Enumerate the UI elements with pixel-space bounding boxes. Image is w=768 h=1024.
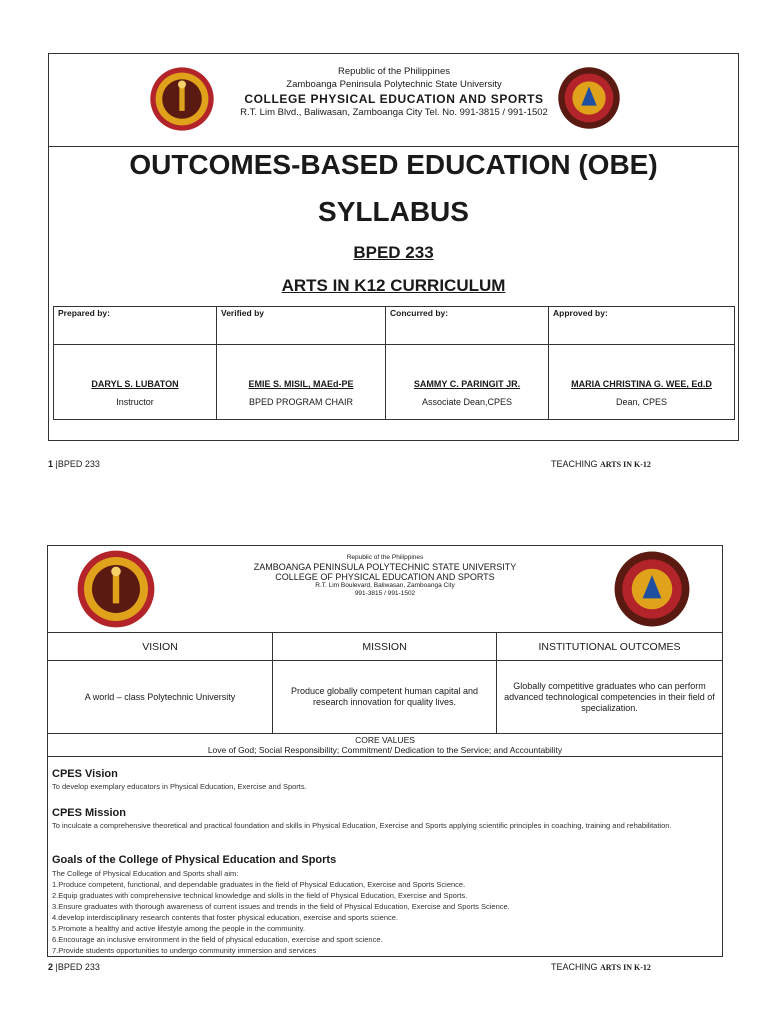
signatory-cell [386, 345, 549, 420]
list-item: 7.Provide students opportunities to undergo community immersion and services [52, 946, 317, 955]
footer-course-code: |BPED 233 [55, 962, 100, 972]
cpes-mission-section [52, 807, 716, 831]
republic-line: Republic of the Philippines [338, 66, 450, 77]
cover-letterhead [49, 54, 738, 147]
college-seal-icon [557, 66, 621, 130]
address-line: R.T. Lim Boulevard, Baliwasan, Zamboanga City [315, 582, 455, 589]
footer-teaching: TEACHING [551, 962, 601, 972]
vision-mission-page [47, 545, 723, 957]
footer-subject: ARTS IN K-12 [600, 963, 651, 972]
goals-intro: The College of Physical Education and Sports shall aim: [52, 869, 239, 878]
list-item: 6.Encourage an inclusive environment in the field of physical education, exercise and sport science. [52, 935, 383, 944]
address-line: R.T. Lim Blvd., Baliwasan, Zamboanga City Tel. No. 991-3815 / 991-1502 [240, 107, 548, 118]
signatory-cell [217, 345, 386, 420]
footer-subject: ARTS IN K-12 [600, 460, 651, 469]
outcomes-text: Globally competitive graduates who can perform advanced technological competencies in their field of specialization. [497, 661, 723, 734]
mission-text: Produce globally competent human capital and research innovation for quality lives. [273, 661, 497, 734]
cover-letterhead-text [199, 66, 589, 120]
page-footer-left [48, 459, 100, 469]
college-seal-icon [613, 550, 691, 628]
goals-list [52, 868, 716, 956]
phone-line: 991-3815 / 991-1502 [354, 590, 416, 597]
syllabus-cover-page [48, 53, 739, 441]
signatory-role: Approved by: [549, 307, 735, 345]
core-values [48, 733, 722, 757]
signatory-position: Instructor [116, 397, 154, 407]
course-title: ARTS IN K12 CURRICULUM [281, 276, 506, 295]
signatory-position: Dean, CPES [615, 397, 668, 407]
university-seal-icon [76, 549, 156, 629]
list-item: 1.Produce competent, functional, and dependable graduates in the field of Physical Education, Exercise and Sports Science. [52, 880, 466, 889]
vision-text: A world – class Polytechnic University [48, 661, 273, 734]
list-item: 4.develop interdisciplinary research contents that foster physical education, exercise and sports science. [52, 913, 399, 922]
course-code: BPED 233 [353, 243, 434, 262]
vision-header: VISION [48, 633, 273, 661]
republic-line: Republic of the Philippines [346, 554, 424, 561]
signatory-role: Concurred by: [386, 307, 549, 345]
outcomes-header: INSTITUTIONAL OUTCOMES [497, 633, 723, 661]
goals-section [52, 854, 716, 956]
page2-letterhead [48, 546, 722, 633]
signatory-name: DARYL S. LUBATON [91, 379, 179, 389]
document-title: OUTCOMES-BASED EDUCATION (OBE) [129, 149, 658, 180]
university-line: Zamboanga Peninsula Polytechnic State University [286, 78, 502, 90]
page-footer-left [48, 962, 100, 972]
cpes-mission-heading: CPES Mission [52, 807, 126, 819]
mission-header: MISSION [273, 633, 497, 661]
signatory-name: SAMMY C. PARINGIT JR. [413, 379, 521, 389]
page2-letterhead-text [208, 554, 562, 598]
page-number: 2 [48, 962, 54, 972]
signatory-role: Verified by [217, 307, 386, 345]
university-line: ZAMBOANGA PENINSULA POLYTECHNIC STATE UNIVERSITY [253, 562, 517, 572]
signatory-role: Prepared by: [54, 307, 217, 345]
signatory-cell [54, 345, 217, 420]
college-line: COLLEGE PHYSICAL EDUCATION AND SPORTS [244, 92, 544, 106]
page-number: 1 [48, 459, 54, 469]
vision-mission-table [47, 632, 723, 734]
core-values-text: Love of God; Social Responsibility; Commitment/ Dedication to the Service; and Accountability [207, 744, 563, 755]
footer-course-code: |BPED 233 [55, 459, 100, 469]
core-values-label: CORE VALUES [355, 735, 415, 745]
signatory-cell [549, 345, 735, 420]
college-line: COLLEGE OF PHYSICAL EDUCATION AND SPORTS [275, 572, 495, 582]
cpes-mission-text: To inculcate a comprehensive theoretical and practical foundation and skills in Physical Education, Exercise and Sports applying scientific principles in coaching, training and rehabilitation. [52, 821, 672, 830]
cpes-vision-text: To develop exemplary educators in Physical Education, Exercise and Sports. [52, 782, 307, 791]
signatory-name: MARIA CHRISTINA G. WEE, Ed.D [571, 379, 712, 389]
goals-heading: Goals of the College of Physical Education and Sports [52, 854, 337, 866]
signatory-position: BPED PROGRAM CHAIR [248, 397, 353, 407]
signatories-table [53, 306, 735, 420]
list-item: 3.Ensure graduates with thorough awareness of current issues and trends in the field of Physical Education, Exercise and Sports Science. [52, 902, 510, 911]
document-title-syllabus: SYLLABUS [318, 196, 469, 227]
list-item: 2.Equip graduates with comprehensive technical knowledge and skills in the field of Physical Education, Exercise and Sports. [52, 891, 468, 900]
signatory-position: Associate Dean,CPES [421, 397, 513, 407]
page-footer-right [551, 962, 651, 972]
cpes-vision-heading: CPES Vision [52, 768, 118, 780]
cpes-vision-section [52, 768, 716, 792]
signatory-name: EMIE S. MISIL, MAEd-PE [248, 379, 354, 389]
list-item: 5.Promote a healthy and active lifestyle among the people in the community. [52, 924, 305, 933]
footer-teaching: TEACHING [551, 459, 601, 469]
page-footer-right [551, 459, 651, 469]
